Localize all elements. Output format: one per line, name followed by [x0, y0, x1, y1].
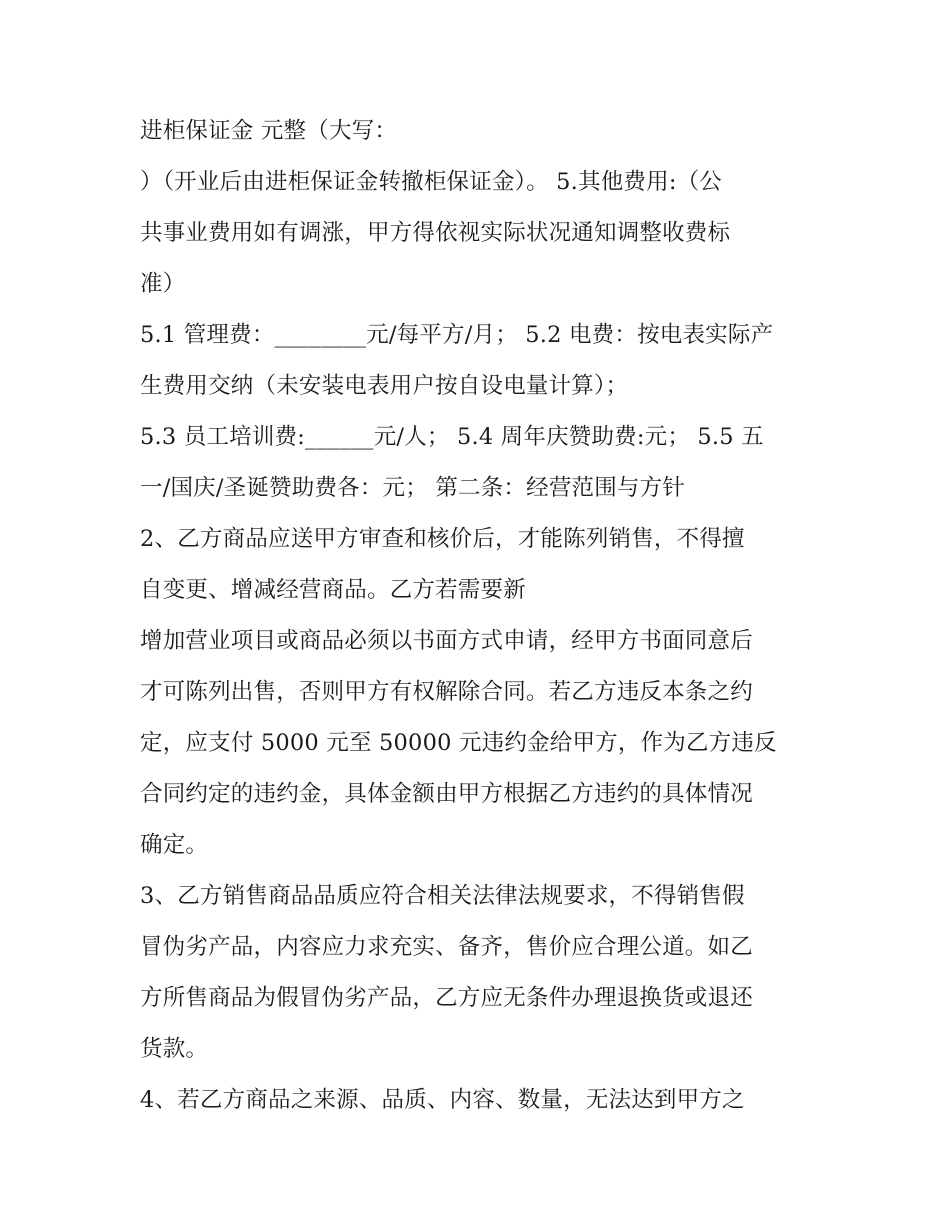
text-line: 5.1 管理费：________元/每平方/月； 5.2 电费：按电表实际产 [140, 322, 774, 348]
text-line: 共事业费用如有调涨，甲方得依视实际状况通知调整收费标 [140, 220, 731, 246]
text-line: 方所售商品为假冒伪劣产品，乙方应无条件办理退换货或退还 [140, 985, 753, 1011]
text-line: 确定。 [140, 832, 209, 858]
text-line: 5.3 员工培训费:______元/人； 5.4 周年庆赞助费:元； 5.5 五 [140, 424, 764, 450]
text-line: 2、乙方商品应送甲方审查和核价后，才能陈列销售，不得擅 [140, 526, 745, 552]
text-line: ）（开业后由进柜保证金转撤柜保证金）。 5.其他费用:（公 [140, 169, 723, 195]
text-line: 自变更、增减经营商品。乙方若需要新 [140, 577, 526, 603]
text-line: 定，应支付 5000 元至 50000 元违约金给甲方，作为乙方违反 [140, 730, 777, 756]
text-line: 增加营业项目或商品必须以书面方式申请，经甲方书面同意后 [140, 628, 753, 654]
text-line: 3、乙方销售商品品质应符合相关法律法规要求，不得销售假 [140, 883, 745, 909]
text-line: 合同约定的违约金，具体金额由甲方根据乙方违约的具体情况 [140, 781, 753, 807]
text-line: 货款。 [140, 1036, 209, 1062]
text-line: 生费用交纳（未安装电表用户按自设电量计算）； [140, 373, 629, 399]
text-line: 进柜保证金 元整（大写： [140, 118, 398, 144]
text-line: 才可陈列出售，否则甲方有权解除合同。若乙方违反本条之约 [140, 679, 753, 705]
document-body [140, 106, 820, 1126]
text-line: 一/国庆/圣诞赞助费各：元； 第二条：经营范围与方针 [140, 475, 686, 501]
text-line: 4、若乙方商品之来源、品质、内容、数量，无法达到甲方之 [140, 1087, 745, 1113]
text-line: 冒伪劣产品，内容应力求充实、备齐，售价应合理公道。如乙 [140, 934, 753, 960]
text-line: 准） [140, 271, 186, 297]
